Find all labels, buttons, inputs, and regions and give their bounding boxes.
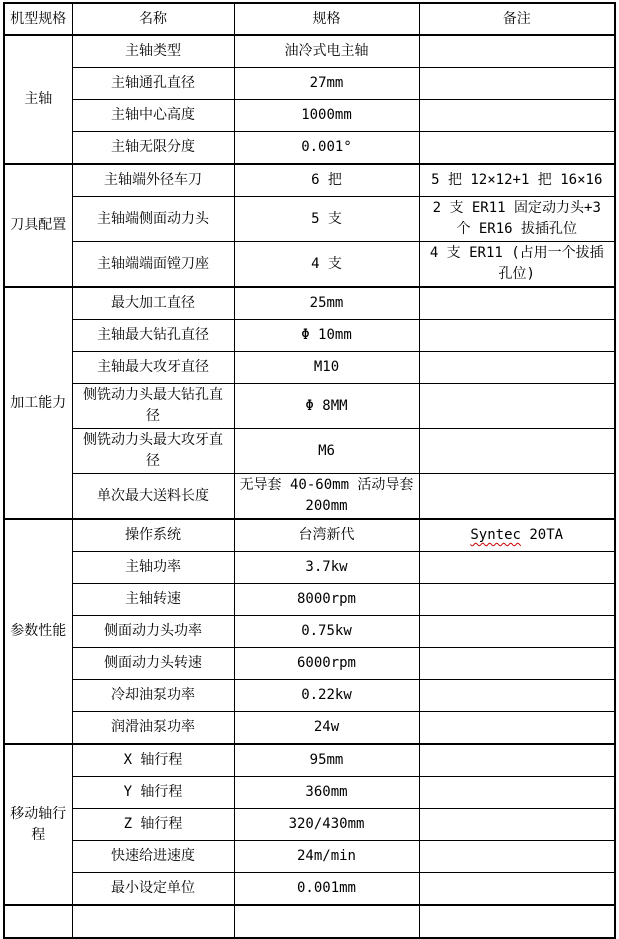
spec-cell: 8000rpm — [234, 584, 419, 616]
name-cell: 主轴端端面镗刀座 — [72, 242, 234, 288]
name-cell: 最大加工直径 — [72, 287, 234, 320]
table-row — [4, 197, 615, 242]
category-cell: 加工能力 — [4, 287, 72, 519]
spec-cell: 3.7kw — [234, 552, 419, 584]
table-row — [4, 712, 615, 745]
note-cell — [419, 584, 615, 616]
table-body — [4, 35, 615, 938]
table-row — [4, 680, 615, 712]
name-cell: 主轴转速 — [72, 584, 234, 616]
spec-cell: 5 支 — [234, 197, 419, 242]
spec-cell: M10 — [234, 352, 419, 384]
spec-cell: 27mm — [234, 68, 419, 100]
table-row — [4, 744, 615, 777]
name-cell: 快速给进速度 — [72, 841, 234, 873]
table-row — [4, 841, 615, 873]
table-row — [4, 242, 615, 288]
table-row — [4, 777, 615, 809]
name-cell: X 轴行程 — [72, 744, 234, 777]
name-cell: 润滑油泵功率 — [72, 712, 234, 745]
col-header-note: 备注 — [419, 3, 615, 35]
note-cell — [419, 841, 615, 873]
spec-cell: 台湾新代 — [234, 519, 419, 552]
note-cell — [419, 384, 615, 429]
note-cell: 4 支 ER11 (占用一个拔插孔位) — [419, 242, 615, 288]
spec-table-container — [3, 2, 615, 939]
note-cell — [419, 132, 615, 165]
col-header-name: 名称 — [72, 3, 234, 35]
machine-spec-table — [3, 2, 616, 939]
table-row — [4, 552, 615, 584]
note-cell — [419, 648, 615, 680]
note-cell — [419, 320, 615, 352]
note-cell — [419, 100, 615, 132]
table-row — [4, 287, 615, 320]
col-header-model-spec: 机型规格 — [4, 3, 72, 35]
spec-cell: 0.001° — [234, 132, 419, 165]
note-cell — [419, 809, 615, 841]
note-cell — [419, 616, 615, 648]
table-row — [4, 429, 615, 474]
note-word-spellchecked: Syntec — [470, 527, 521, 543]
col-header-spec: 规格 — [234, 3, 419, 35]
table-row — [4, 616, 615, 648]
spec-cell: 0.001mm — [234, 873, 419, 906]
spec-cell: 6000rpm — [234, 648, 419, 680]
spec-cell: Φ 10mm — [234, 320, 419, 352]
note-cell — [419, 68, 615, 100]
name-cell: 主轴端侧面动力头 — [72, 197, 234, 242]
note-word: 20TA — [520, 527, 564, 543]
spec-cell: 6 把 — [234, 164, 419, 197]
table-row — [4, 474, 615, 520]
table-row — [4, 164, 615, 197]
note-cell — [419, 287, 615, 320]
name-cell: 主轴功率 — [72, 552, 234, 584]
name-cell: 主轴无限分度 — [72, 132, 234, 165]
note-cell — [419, 744, 615, 777]
spec-cell: 无导套 40-60mm 活动导套 200mm — [234, 474, 419, 520]
name-cell: 侧铣动力头最大攻牙直径 — [72, 429, 234, 474]
spec-cell: 320/430mm — [234, 809, 419, 841]
table-row — [4, 648, 615, 680]
name-cell: 侧铣动力头最大钻孔直径 — [72, 384, 234, 429]
category-cell — [4, 905, 72, 938]
note-cell — [419, 429, 615, 474]
note-cell — [419, 712, 615, 745]
name-cell: Z 轴行程 — [72, 809, 234, 841]
note-cell — [419, 352, 615, 384]
spec-cell: 24m/min — [234, 841, 419, 873]
name-cell: 操作系统 — [72, 519, 234, 552]
spec-cell: 24w — [234, 712, 419, 745]
name-cell: 侧面动力头转速 — [72, 648, 234, 680]
spec-cell: 油冷式电主轴 — [234, 35, 419, 68]
name-cell: 侧面动力头功率 — [72, 616, 234, 648]
table-row — [4, 132, 615, 165]
table-row — [4, 905, 615, 938]
name-cell: 主轴最大攻牙直径 — [72, 352, 234, 384]
spec-cell: Φ 8MM — [234, 384, 419, 429]
category-cell: 主轴 — [4, 35, 72, 164]
note-cell — [419, 474, 615, 520]
note-cell — [419, 552, 615, 584]
note-cell — [419, 519, 615, 552]
spec-cell: 0.22kw — [234, 680, 419, 712]
spec-cell: 95mm — [234, 744, 419, 777]
name-cell: 单次最大送料长度 — [72, 474, 234, 520]
table-row — [4, 584, 615, 616]
name-cell: 主轴最大钻孔直径 — [72, 320, 234, 352]
table-row — [4, 873, 615, 906]
table-row — [4, 809, 615, 841]
note-cell: 5 把 12×12+1 把 16×16 — [419, 164, 615, 197]
spec-cell — [234, 905, 419, 938]
table-row — [4, 384, 615, 429]
header-row — [4, 3, 615, 35]
name-cell: Y 轴行程 — [72, 777, 234, 809]
table-row — [4, 68, 615, 100]
note-cell — [419, 35, 615, 68]
note-cell: 2 支 ER11 固定动力头+3 个 ER16 拔插孔位 — [419, 197, 615, 242]
category-cell: 刀具配置 — [4, 164, 72, 287]
category-cell: 参数性能 — [4, 519, 72, 744]
spec-cell: 0.75kw — [234, 616, 419, 648]
spec-cell: 1000mm — [234, 100, 419, 132]
table-row — [4, 320, 615, 352]
note-cell — [419, 777, 615, 809]
table-row — [4, 352, 615, 384]
note-cell — [419, 680, 615, 712]
name-cell: 主轴中心高度 — [72, 100, 234, 132]
category-cell: 移动轴行程 — [4, 744, 72, 905]
spec-cell: 25mm — [234, 287, 419, 320]
table-row — [4, 100, 615, 132]
name-cell: 主轴类型 — [72, 35, 234, 68]
name-cell: 冷却油泵功率 — [72, 680, 234, 712]
spec-cell: M6 — [234, 429, 419, 474]
spec-cell: 360mm — [234, 777, 419, 809]
spec-cell: 4 支 — [234, 242, 419, 288]
name-cell — [72, 905, 234, 938]
note-cell — [419, 873, 615, 906]
table-row — [4, 35, 615, 68]
name-cell: 最小设定单位 — [72, 873, 234, 906]
note-cell — [419, 905, 615, 938]
name-cell: 主轴通孔直径 — [72, 68, 234, 100]
name-cell: 主轴端外径车刀 — [72, 164, 234, 197]
table-header-row — [4, 3, 615, 35]
table-row — [4, 519, 615, 552]
